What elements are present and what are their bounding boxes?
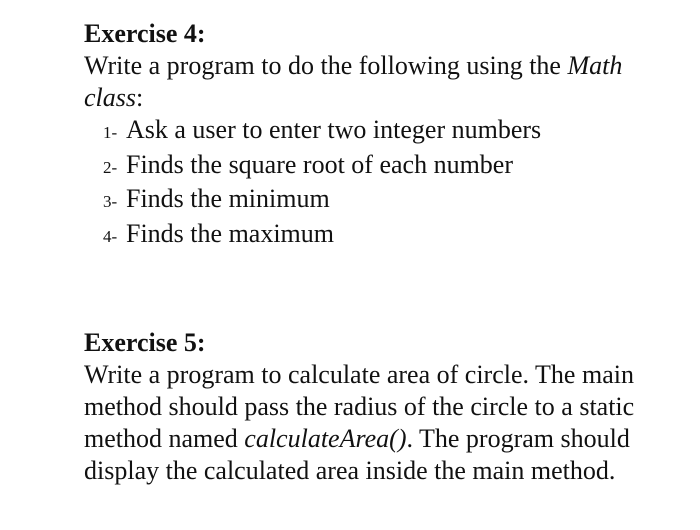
exercise-5-body: [84, 359, 674, 487]
exercise-4-intro-colon: :: [136, 83, 144, 112]
step-item: [103, 218, 674, 253]
method-name-term: calculateArea(): [244, 424, 407, 453]
math-class-term: Math class: [84, 51, 623, 112]
step-number: 1-: [103, 123, 118, 142]
step-number: 4-: [103, 226, 118, 246]
step-text: Finds the square root of each number: [126, 149, 514, 179]
exercise-5-title: Exercise 5:: [84, 328, 206, 357]
step-item: [103, 114, 674, 149]
exercise-5: [84, 327, 674, 487]
exercise-4-intro-text: Write a program to do the following using the: [84, 51, 568, 80]
exercise-5-body-text: Write a program to calculate area of circle. The main method should pass the radius of the circle to a static method named: [84, 360, 635, 453]
exercise-4-intro: [84, 50, 674, 114]
step-number: 3-: [103, 192, 118, 211]
step-text: Finds the maximum: [126, 218, 334, 248]
exercise-4-title: Exercise 4:: [84, 19, 206, 48]
step-item: [103, 183, 674, 218]
exercise-5-body-end: . The program should display the calculated area inside the main method.: [84, 424, 630, 485]
exercise-4-steps: [84, 114, 674, 252]
step-text: Finds the minimum: [126, 184, 330, 213]
step-text: Ask a user to enter two integer numbers: [126, 115, 542, 144]
exercise-4: [84, 18, 674, 252]
step-number: 2-: [103, 157, 118, 177]
step-item: [103, 149, 674, 184]
